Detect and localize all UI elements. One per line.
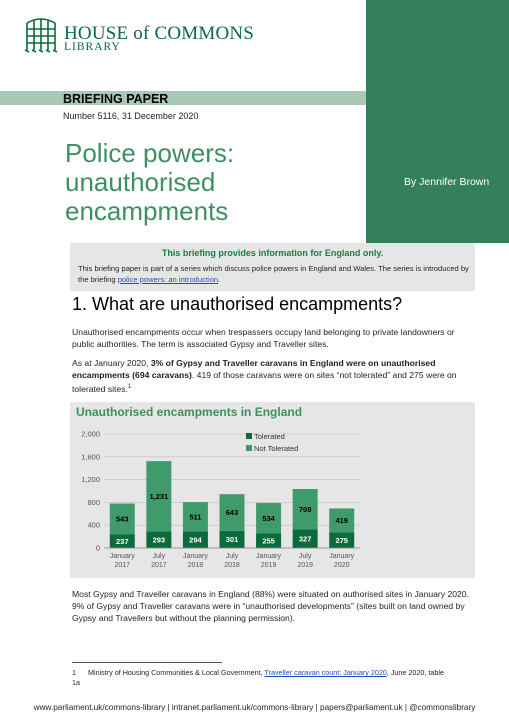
x-tick-label: 2019 <box>297 562 313 569</box>
x-tick-label: July <box>152 553 166 560</box>
data-label: 327 <box>298 534 312 544</box>
footnote-source-link[interactable]: Traveller caravan count: January 2020 <box>264 668 387 677</box>
x-tick-label: January <box>256 553 282 560</box>
chart-title: Unauthorised encampments in England <box>76 405 303 419</box>
para2-bold: 3% of Gypsy and Traveller caravans in England were on unauthorised encampments (694 caravans) <box>72 358 436 380</box>
section-heading: 1. What are unauthorised encampments? <box>72 294 403 314</box>
para2-start: As at January 2020, <box>72 358 151 368</box>
data-label: 534 <box>262 513 275 523</box>
legend-swatch <box>246 433 252 439</box>
org-subname: LIBRARY <box>64 41 121 53</box>
briefing-paper-label: BRIEFING PAPER <box>63 92 169 106</box>
footnote-text-end: , June 2020, table 1a <box>72 668 444 687</box>
footnote-number: 1 <box>72 668 76 677</box>
intro-briefing-link[interactable]: police powers: an introduction <box>117 274 219 284</box>
data-label: 1,231 <box>149 491 169 501</box>
data-label: 301 <box>225 535 239 545</box>
data-label: 708 <box>298 504 312 514</box>
x-tick-label: 2017 <box>151 562 167 569</box>
footnote-divider <box>72 662 222 663</box>
chart <box>70 420 475 578</box>
info-box-text <box>78 264 470 285</box>
paragraph-2 <box>72 357 472 395</box>
paragraph-1: Unauthorised encampments occur when trespassers occupy land belonging to private landowners or public authorities. The term is associated Gypsy and Traveller sites. <box>72 327 455 349</box>
x-tick-label: 2020 <box>333 562 350 569</box>
data-label: 419 <box>335 516 348 526</box>
footnote <box>72 668 452 687</box>
portcullis-logo-icon <box>24 17 58 53</box>
cover-green-panel <box>366 0 509 243</box>
author: By Jennifer Brown <box>404 176 490 188</box>
info-box-text-end: . <box>218 274 221 284</box>
y-tick-label: 1,600 <box>81 452 100 462</box>
paragraph-3: Most Gypsy and Traveller caravans in England (88%) were situated on authorised sites in January 2020. 9% of Gypsy and Traveller caravans were in “unauthorised developments” (sites built on land owned by Gypsy and Travellers but without the planning permission). <box>72 589 469 623</box>
x-tick-label: July <box>298 553 312 560</box>
org-name: HOUSE of COMMONS <box>64 23 255 44</box>
x-tick-label: 2019 <box>260 562 277 569</box>
briefing-band <box>0 91 366 105</box>
legend-label: Not Tolerated <box>254 444 299 453</box>
data-label: 255 <box>262 536 275 546</box>
y-tick-label: 0 <box>95 543 100 553</box>
data-label: 275 <box>335 535 348 545</box>
data-label: 511 <box>189 512 202 522</box>
legend-swatch <box>246 445 252 451</box>
footnote-ref[interactable]: 1 <box>127 384 132 390</box>
x-tick-label: January <box>329 553 355 560</box>
y-tick-label: 1,200 <box>81 475 100 485</box>
data-label: 543 <box>116 514 129 524</box>
page-footer: www.parliament.uk/commons-library | intranet.parliament.uk/commons-library | papers@parliament.uk | @commonslibrary <box>33 703 476 712</box>
footnote-text-start: Ministry of Housing Communities & Local Government, <box>88 668 265 677</box>
paper-number-date: Number 5116, 31 December 2020 <box>63 111 199 121</box>
x-tick-label: January <box>109 553 135 560</box>
legend-label: Tolerated <box>254 432 285 441</box>
x-tick-label: 2018 <box>187 562 204 569</box>
page-title: Police powers: unauthorised encampments <box>65 138 235 226</box>
y-tick-label: 2,000 <box>81 429 100 439</box>
info-box-text-start: This briefing paper is part of a series which discuss police powers in England and Wales. The series is introduced by the briefing <box>78 264 469 284</box>
x-tick-label: 2017 <box>114 562 131 569</box>
y-tick-label: 400 <box>87 520 100 530</box>
y-tick-label: 800 <box>87 497 100 507</box>
data-label: 237 <box>116 536 129 546</box>
data-label: 643 <box>225 508 239 518</box>
x-tick-label: January <box>182 553 208 560</box>
x-tick-label: 2018 <box>224 562 240 569</box>
para2-end: . 419 of those caravans were on sites “not tolerated” and 275 were on tolerated sites. <box>72 370 457 394</box>
data-label: 294 <box>189 535 202 545</box>
x-tick-label: July <box>225 553 239 560</box>
info-box-heading: This briefing provides information for England only. <box>161 248 384 258</box>
data-label: 293 <box>152 535 166 545</box>
